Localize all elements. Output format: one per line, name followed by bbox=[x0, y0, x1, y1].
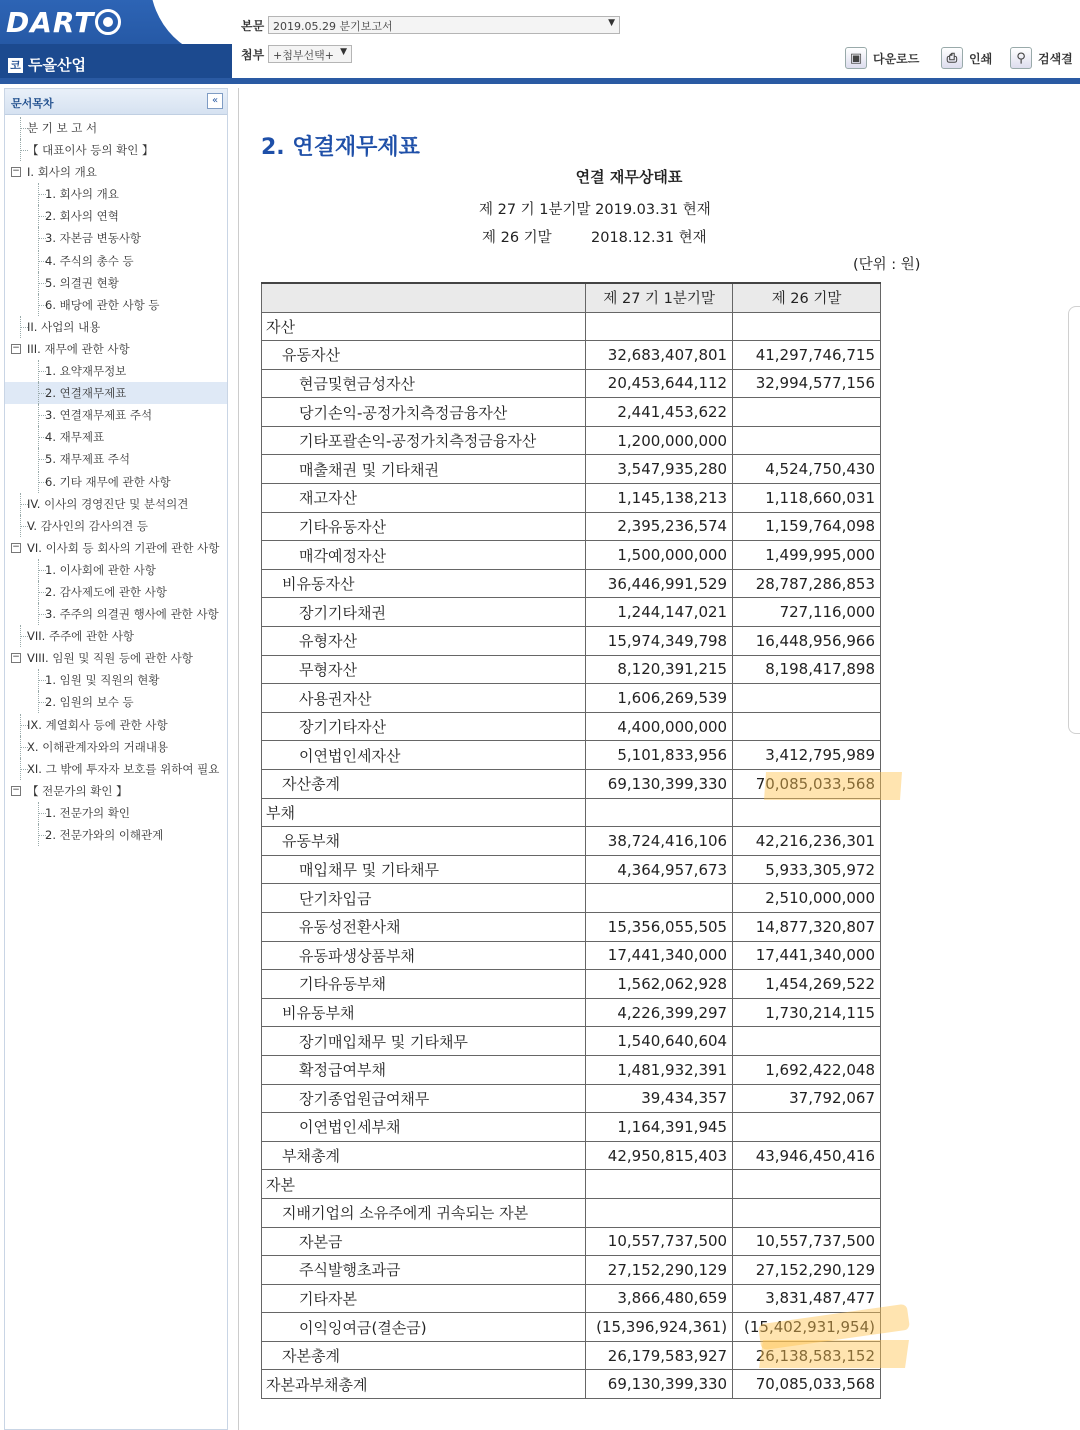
toc-item[interactable] bbox=[5, 448, 227, 470]
toc-item[interactable] bbox=[5, 382, 227, 404]
account-label: 단기차입금 bbox=[262, 884, 586, 913]
toc-item[interactable] bbox=[5, 714, 227, 736]
account-label: 재고자산 bbox=[262, 484, 586, 513]
prior-period-value: 2,510,000,000 bbox=[733, 884, 881, 913]
toc-item-label: 2. 임원의 보수 등 bbox=[45, 695, 134, 710]
toc-item[interactable] bbox=[5, 780, 227, 802]
table-row bbox=[262, 312, 881, 341]
table-header-row bbox=[262, 283, 881, 312]
table-row bbox=[262, 569, 881, 598]
table-row bbox=[262, 1284, 881, 1313]
current-period-value: 39,434,357 bbox=[586, 1084, 733, 1113]
table-row bbox=[262, 598, 881, 627]
table-row bbox=[262, 426, 881, 455]
account-label: 매각예정자산 bbox=[262, 541, 586, 570]
prior-period-value bbox=[733, 312, 881, 341]
account-label: 자산총계 bbox=[262, 770, 586, 799]
prior-period-value: 42,216,236,301 bbox=[733, 827, 881, 856]
prior-period-value: 3,412,795,989 bbox=[733, 741, 881, 770]
toc-item-label: 4. 주식의 총수 등 bbox=[45, 253, 134, 268]
table-row bbox=[262, 1084, 881, 1113]
balance-sheet-table bbox=[261, 282, 881, 1399]
download-label: 다운로드 bbox=[873, 51, 920, 66]
toc-item-label: VII. 주주에 관한 사항 bbox=[27, 629, 135, 644]
table-row bbox=[262, 627, 881, 656]
toc-item[interactable] bbox=[5, 139, 227, 161]
current-period-value: 15,356,055,505 bbox=[586, 912, 733, 941]
current-period-value: 32,683,407,801 bbox=[586, 341, 733, 370]
printer-icon: ⎙ bbox=[941, 47, 963, 69]
logo-area bbox=[0, 0, 232, 84]
prior-period-value: 1,730,214,115 bbox=[733, 998, 881, 1027]
current-period-value: (15,396,924,361) bbox=[586, 1313, 733, 1342]
table-row bbox=[262, 827, 881, 856]
current-period-value: 42,950,815,403 bbox=[586, 1141, 733, 1170]
header bbox=[0, 0, 1080, 84]
current-period-value: 4,226,399,297 bbox=[586, 998, 733, 1027]
toc-item-label: 1. 임원 및 직원의 현황 bbox=[45, 673, 160, 688]
table-row bbox=[262, 684, 881, 713]
company-name[interactable]: 두올산업 bbox=[28, 56, 86, 74]
toc-item-label: 【 대표이사 등의 확인 】 bbox=[27, 143, 154, 158]
toc-item-label: 1. 이사회에 관한 사항 bbox=[45, 562, 156, 577]
prior-period-value: 5,933,305,972 bbox=[733, 855, 881, 884]
current-period-value: 2,395,236,574 bbox=[586, 512, 733, 541]
toc-item[interactable] bbox=[5, 824, 227, 846]
table-row bbox=[262, 912, 881, 941]
current-period-value bbox=[586, 798, 733, 827]
current-period-value: 27,152,290,129 bbox=[586, 1256, 733, 1285]
account-label: 부채 bbox=[262, 798, 586, 827]
current-period-value: 1,164,391,945 bbox=[586, 1113, 733, 1142]
prior-period-value: 1,118,660,031 bbox=[733, 484, 881, 513]
toc-item[interactable] bbox=[5, 581, 227, 603]
toc-item[interactable] bbox=[5, 205, 227, 227]
toc-item-label: 1. 회사의 개요 bbox=[45, 187, 119, 202]
current-period-value bbox=[586, 1198, 733, 1227]
account-label: 기타포괄손익-공정가치측정금융자산 bbox=[262, 426, 586, 455]
prior-period-value bbox=[733, 798, 881, 827]
prior-period-value: 3,831,487,477 bbox=[733, 1284, 881, 1313]
current-period-value: 15,974,349,798 bbox=[586, 627, 733, 656]
prior-period-value: 1,454,269,522 bbox=[733, 970, 881, 999]
current-period-value: 4,400,000,000 bbox=[586, 712, 733, 741]
current-period-value: 69,130,399,330 bbox=[586, 1370, 733, 1399]
chevron-down-icon: ▼ bbox=[608, 18, 615, 28]
search-result-button[interactable] bbox=[1010, 46, 1073, 70]
current-period-value: 5,101,833,956 bbox=[586, 741, 733, 770]
search-result-label: 검색결 bbox=[1038, 51, 1073, 66]
toc-item-label: 분 기 보 고 서 bbox=[27, 121, 98, 135]
table-row bbox=[262, 998, 881, 1027]
prior-period-value bbox=[733, 398, 881, 427]
toc-item[interactable] bbox=[5, 404, 227, 426]
prior-period-value bbox=[733, 426, 881, 455]
download-button[interactable] bbox=[845, 46, 919, 70]
dart-logo[interactable] bbox=[6, 6, 121, 39]
current-period-value: 1,145,138,213 bbox=[586, 484, 733, 513]
prior-period-value bbox=[733, 684, 881, 713]
toc-item[interactable] bbox=[5, 183, 227, 205]
current-period-value: 1,562,062,928 bbox=[586, 970, 733, 999]
prior-period-value bbox=[733, 1113, 881, 1142]
prior-period-value: 10,557,737,500 bbox=[733, 1227, 881, 1256]
toc-item[interactable] bbox=[5, 316, 227, 338]
account-label: 자본금 bbox=[262, 1227, 586, 1256]
account-label: 장기기타자산 bbox=[262, 712, 586, 741]
table-row bbox=[262, 1256, 881, 1285]
table-row bbox=[262, 655, 881, 684]
prior-period-value: 43,946,450,416 bbox=[733, 1141, 881, 1170]
toc-sidebar bbox=[4, 88, 228, 1430]
toc-item[interactable] bbox=[5, 471, 227, 493]
prior-period-value: 1,159,764,098 bbox=[733, 512, 881, 541]
table-row bbox=[262, 1198, 881, 1227]
toc-item[interactable] bbox=[5, 802, 227, 824]
current-period-value: 69,130,399,330 bbox=[586, 770, 733, 799]
current-period-value: 26,179,583,927 bbox=[586, 1341, 733, 1370]
table-row bbox=[262, 970, 881, 999]
marker-highlight bbox=[759, 1340, 909, 1368]
table-row bbox=[262, 798, 881, 827]
current-period-value: 3,547,935,280 bbox=[586, 455, 733, 484]
toc-item-label: XI. 그 밖에 투자자 보호를 위하여 필요 bbox=[27, 761, 220, 776]
toc-item-label: I. 회사의 개요 bbox=[27, 165, 97, 180]
current-period-value bbox=[586, 312, 733, 341]
current-period-value bbox=[586, 1170, 733, 1199]
account-label: 장기기타채권 bbox=[262, 598, 586, 627]
account-label: 자본 bbox=[262, 1170, 586, 1199]
table-row bbox=[262, 1370, 881, 1399]
magnifier-icon: ⚲ bbox=[1010, 47, 1032, 69]
table-row bbox=[262, 369, 881, 398]
toc-item[interactable] bbox=[5, 161, 227, 183]
toc-item-label: 2. 감사제도에 관한 사항 bbox=[45, 584, 167, 599]
period-current: 제 27 기 1분기말 2019.03.31 현재 bbox=[479, 202, 711, 218]
account-label: 매입채무 및 기타채무 bbox=[262, 855, 586, 884]
table-row bbox=[262, 1141, 881, 1170]
table-row bbox=[262, 884, 881, 913]
account-label: 이익잉여금(결손금) bbox=[262, 1313, 586, 1342]
account-label: 당기손익-공정가치측정금융자산 bbox=[262, 398, 586, 427]
tree-collapse-icon[interactable]: − bbox=[12, 166, 20, 177]
current-period-value: 1,244,147,021 bbox=[586, 598, 733, 627]
account-label: 자산 bbox=[262, 312, 586, 341]
prior-period-value: 28,787,286,853 bbox=[733, 569, 881, 598]
save-disk-icon: ▣ bbox=[845, 47, 867, 69]
document-view bbox=[238, 88, 1080, 1430]
main-doc-select-value: 2019.05.29 분기보고서 bbox=[273, 20, 393, 33]
account-label: 기타유동부채 bbox=[262, 970, 586, 999]
table-row bbox=[262, 541, 881, 570]
column-header: 제 27 기 1분기말 bbox=[586, 283, 733, 312]
account-label: 부채총계 bbox=[262, 1141, 586, 1170]
current-period-value: 2,441,453,622 bbox=[586, 398, 733, 427]
toc-item[interactable] bbox=[5, 691, 227, 713]
current-period-value: 4,364,957,673 bbox=[586, 855, 733, 884]
account-label: 유동부채 bbox=[262, 827, 586, 856]
table-row bbox=[262, 398, 881, 427]
table-row bbox=[262, 741, 881, 770]
prior-period-value bbox=[733, 712, 881, 741]
toc-item[interactable] bbox=[5, 426, 227, 448]
toc-item-label: IX. 계열회사 등에 관한 사항 bbox=[27, 717, 168, 732]
current-period-value: 3,866,480,659 bbox=[586, 1284, 733, 1313]
prior-period-value: 1,499,995,000 bbox=[733, 541, 881, 570]
current-period-value: 1,540,640,604 bbox=[586, 1027, 733, 1056]
account-label: 사용권자산 bbox=[262, 684, 586, 713]
current-period-value: 1,200,000,000 bbox=[586, 426, 733, 455]
current-period-value: 38,724,416,106 bbox=[586, 827, 733, 856]
toc-item-label: 【 전문가의 확인 】 bbox=[27, 783, 128, 798]
prior-period-value: 41,297,746,715 bbox=[733, 341, 881, 370]
toc-item[interactable] bbox=[5, 338, 227, 360]
table-row bbox=[262, 712, 881, 741]
prior-period-value: 727,116,000 bbox=[733, 598, 881, 627]
page-title: 2. 연결재무제표 bbox=[261, 135, 420, 160]
prior-period-value: 14,877,320,807 bbox=[733, 912, 881, 941]
tree-collapse-icon[interactable]: − bbox=[12, 784, 20, 795]
prior-period-value: 27,152,290,129 bbox=[733, 1256, 881, 1285]
header-divider bbox=[0, 78, 1080, 84]
account-label: 기타유동자산 bbox=[262, 512, 586, 541]
toc-item[interactable] bbox=[5, 294, 227, 316]
toc-item[interactable] bbox=[5, 758, 227, 780]
toc-item[interactable] bbox=[5, 647, 227, 669]
toc-item-label: VI. 이사회 등 회사의 기관에 관한 사항 bbox=[27, 540, 220, 555]
toc-item-label: 4. 재무제표 bbox=[45, 430, 105, 445]
account-label: 지배기업의 소유주에게 귀속되는 자본 bbox=[262, 1198, 586, 1227]
toc-item[interactable] bbox=[5, 493, 227, 515]
account-label: 유형자산 bbox=[262, 627, 586, 656]
attach-label: 첨부 bbox=[241, 48, 265, 62]
prior-period-value: 70,085,033,568 bbox=[733, 770, 881, 799]
toc-item[interactable] bbox=[5, 537, 227, 559]
marker-highlight bbox=[764, 772, 902, 800]
column-header: 제 26 기말 bbox=[733, 283, 881, 312]
current-period-value: 1,481,932,391 bbox=[586, 1055, 733, 1084]
account-label: 비유동부채 bbox=[262, 998, 586, 1027]
table-row bbox=[262, 1170, 881, 1199]
table-row bbox=[262, 1055, 881, 1084]
main-doc-select[interactable] bbox=[268, 16, 620, 34]
current-period-value: 1,606,269,539 bbox=[586, 684, 733, 713]
toc-item-label: IV. 이사의 경영진단 및 분석의견 bbox=[27, 496, 189, 511]
table-row bbox=[262, 1227, 881, 1256]
toc-item[interactable] bbox=[5, 603, 227, 625]
toc-item-label: 2. 연결재무제표 bbox=[45, 386, 127, 401]
toc-item-label: X. 이해관계자와의 거래내용 bbox=[27, 739, 169, 754]
attach-select[interactable] bbox=[268, 45, 352, 63]
toc-tree bbox=[5, 117, 227, 846]
prior-period-value: 16,448,956,966 bbox=[733, 627, 881, 656]
current-period-value: 17,441,340,000 bbox=[586, 941, 733, 970]
column-header bbox=[262, 283, 586, 312]
toc-item-label: VIII. 임원 및 직원 등에 관한 사항 bbox=[27, 651, 193, 666]
current-period-value: 10,557,737,500 bbox=[586, 1227, 733, 1256]
toc-item[interactable] bbox=[5, 559, 227, 581]
toc-item-label: 2. 전문가와의 이해관계 bbox=[45, 828, 164, 842]
table-row bbox=[262, 1113, 881, 1142]
toc-item-label: 6. 기타 재무에 관한 사항 bbox=[45, 474, 171, 489]
account-label: 유동자산 bbox=[262, 341, 586, 370]
print-label: 인쇄 bbox=[969, 51, 993, 66]
prior-period-value bbox=[733, 1027, 881, 1056]
current-period-value: 1,500,000,000 bbox=[586, 541, 733, 570]
account-label: 자본총계 bbox=[262, 1341, 586, 1370]
toc-item-label: 3. 자본금 변동사항 bbox=[45, 231, 142, 246]
account-label: 매출채권 및 기타채권 bbox=[262, 455, 586, 484]
toc-item-label: III. 재무에 관한 사항 bbox=[27, 341, 130, 356]
toc-item-label: 1. 전문가의 확인 bbox=[45, 805, 130, 820]
scrollbar[interactable] bbox=[1068, 306, 1080, 734]
toc-item[interactable] bbox=[5, 227, 227, 249]
period-prior-date: 2018.12.31 현재 bbox=[591, 230, 707, 246]
table-row bbox=[262, 455, 881, 484]
account-label: 이연법인세부채 bbox=[262, 1113, 586, 1142]
company-icon: 코 bbox=[8, 58, 23, 73]
table-row bbox=[262, 941, 881, 970]
account-label: 비유동자산 bbox=[262, 569, 586, 598]
main-doc-label: 본문 bbox=[241, 19, 265, 33]
toc-item[interactable] bbox=[5, 360, 227, 382]
unit-label: (단위 : 원) bbox=[853, 257, 921, 273]
current-period-value: 8,120,391,215 bbox=[586, 655, 733, 684]
account-label: 유동파생상품부채 bbox=[262, 941, 586, 970]
toc-item-label: 2. 회사의 연혁 bbox=[45, 209, 119, 224]
prior-period-value bbox=[733, 1198, 881, 1227]
prior-period-value: 70,085,033,568 bbox=[733, 1370, 881, 1399]
tree-collapse-icon[interactable]: − bbox=[12, 342, 20, 353]
prior-period-value bbox=[733, 1170, 881, 1199]
prior-period-value: (15,402,931,954) bbox=[733, 1313, 881, 1342]
account-label: 현금및현금성자산 bbox=[262, 369, 586, 398]
prior-period-value: 8,198,417,898 bbox=[733, 655, 881, 684]
tree-collapse-icon[interactable]: − bbox=[12, 652, 20, 663]
toc-title: 문서목차 bbox=[11, 97, 54, 110]
prior-period-value: 26,138,583,152 bbox=[733, 1341, 881, 1370]
toc-item[interactable] bbox=[5, 250, 227, 272]
account-label: 주식발행초과금 bbox=[262, 1256, 586, 1285]
prior-period-value: 17,441,340,000 bbox=[733, 941, 881, 970]
toc-item-label: 3. 연결재무제표 주석 bbox=[45, 408, 153, 423]
toc-item-label: 6. 배당에 관한 사항 등 bbox=[45, 297, 160, 312]
toc-item-label: V. 감사인의 감사의견 등 bbox=[27, 518, 148, 533]
current-period-value: 20,453,644,112 bbox=[586, 369, 733, 398]
toc-item-label: 1. 요약재무정보 bbox=[45, 364, 127, 379]
toc-item-label: 3. 주주의 의결권 행사에 관한 사항 bbox=[45, 607, 219, 622]
toc-item[interactable] bbox=[5, 625, 227, 647]
table-row bbox=[262, 1027, 881, 1056]
account-label: 자본과부채총계 bbox=[262, 1370, 586, 1399]
table-row bbox=[262, 341, 881, 370]
account-label: 유동성전환사채 bbox=[262, 912, 586, 941]
print-button[interactable] bbox=[941, 46, 992, 70]
toc-header bbox=[5, 89, 227, 115]
collapse-icon[interactable]: « bbox=[207, 93, 223, 109]
toc-item[interactable] bbox=[5, 736, 227, 758]
prior-period-value: 4,524,750,430 bbox=[733, 455, 881, 484]
account-label: 기타자본 bbox=[262, 1284, 586, 1313]
toc-item-label: 5. 의결권 현황 bbox=[45, 275, 119, 290]
tree-collapse-icon[interactable]: − bbox=[12, 541, 20, 552]
current-period-value bbox=[586, 884, 733, 913]
toc-item[interactable] bbox=[5, 669, 227, 691]
account-label: 장기종업원급여채무 bbox=[262, 1084, 586, 1113]
toc-item[interactable] bbox=[5, 272, 227, 294]
report-title: 연결 재무상태표 bbox=[575, 168, 683, 186]
prior-period-value: 32,994,577,156 bbox=[733, 369, 881, 398]
toc-item[interactable] bbox=[5, 117, 227, 139]
attach-select-value: +첨부선택+ bbox=[273, 49, 334, 62]
table-row bbox=[262, 855, 881, 884]
account-label: 이연법인세자산 bbox=[262, 741, 586, 770]
logo-mark-icon bbox=[95, 9, 121, 35]
period-prior-label: 제 26 기말 bbox=[482, 230, 552, 246]
chevron-down-icon: ▼ bbox=[340, 47, 347, 57]
prior-period-value: 37,792,067 bbox=[733, 1084, 881, 1113]
toc-item[interactable] bbox=[5, 515, 227, 537]
account-label: 확정급여부채 bbox=[262, 1055, 586, 1084]
toc-item-label: II. 사업의 내용 bbox=[27, 319, 101, 334]
table-row bbox=[262, 484, 881, 513]
account-label: 장기매입채무 및 기타채무 bbox=[262, 1027, 586, 1056]
current-period-value: 36,446,991,529 bbox=[586, 569, 733, 598]
logo-text: DART bbox=[6, 6, 95, 39]
toc-item-label: 5. 재무제표 주석 bbox=[45, 452, 130, 467]
prior-period-value: 1,692,422,048 bbox=[733, 1055, 881, 1084]
account-label: 무형자산 bbox=[262, 655, 586, 684]
table-row bbox=[262, 512, 881, 541]
